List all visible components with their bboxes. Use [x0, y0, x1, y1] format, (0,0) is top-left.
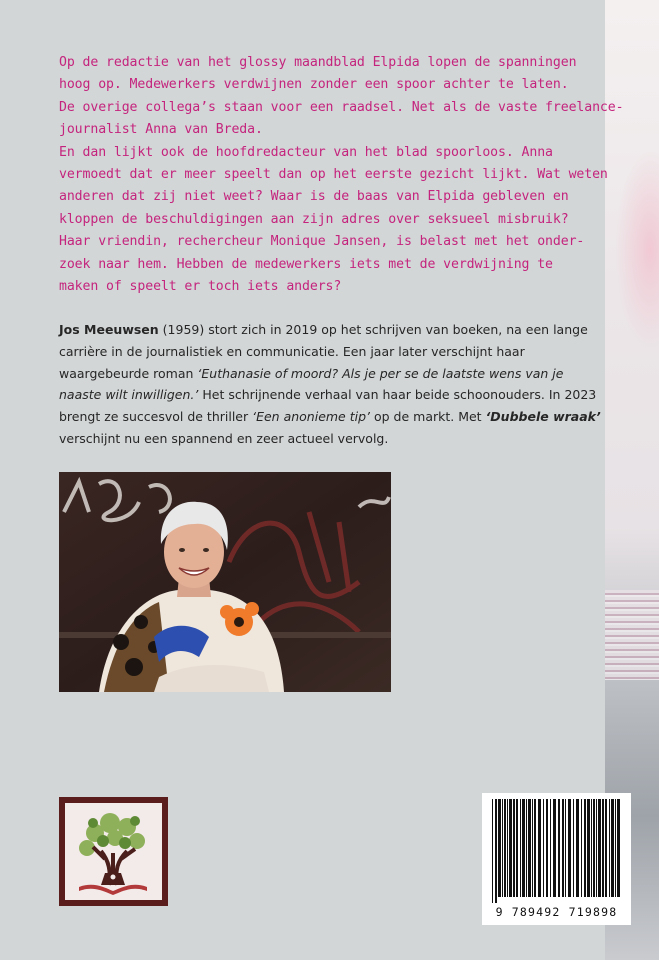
barcode-bar	[573, 799, 574, 897]
blurb-line: Haar vriendin, rechercheur Monique Jansen, is belast met het onder-	[59, 234, 585, 250]
bio-text: (1959) stort zich in 2019 op het schrijven van boeken, na een lange carrière in de journalistiek en communicatie. Een jaar later verschijnt haar waargebeurde roman	[59, 322, 588, 381]
barcode-bar	[598, 799, 601, 897]
barcode-bar	[596, 799, 597, 897]
isbn-number: 9 789492 719898	[495, 905, 618, 919]
blurb-line: journalist Anna van Breda.	[59, 122, 263, 138]
barcode-bar	[502, 799, 503, 897]
barcode-bar	[568, 799, 571, 897]
author-photo-illustration	[59, 472, 391, 692]
barcode-bar	[553, 799, 556, 897]
barcode-bar	[562, 799, 564, 897]
blurb-line: maken of speelt er toch iets anders?	[59, 279, 342, 295]
barcode-bar	[565, 799, 566, 897]
barcode-bar	[509, 799, 512, 897]
barcode-bar	[522, 799, 525, 897]
blurb-line: En dan lijkt ook de hoofdredacteur van het blad spoorloos. Anna	[59, 144, 553, 160]
barcode-bar	[602, 799, 604, 897]
barcode-bar	[534, 799, 536, 897]
barcode-bar	[513, 799, 515, 897]
barcode-bar	[526, 799, 527, 897]
blurb-line: De overige collega’s staan voor een raadsel. Net als de vaste freelance-	[59, 99, 624, 115]
barcode-bar	[520, 799, 521, 897]
barcode-bar	[516, 799, 518, 897]
author-name: Jos Meeuwsen	[59, 322, 159, 337]
pink-blur	[615, 150, 659, 350]
barcode	[482, 793, 631, 925]
book-title: ‘Euthanasie of moord? Als je per se de laatste wens van je naaste wilt inwilligen.’	[59, 365, 564, 403]
barcode-bars	[492, 799, 621, 903]
barcode-bar	[576, 799, 579, 897]
tree-icon	[65, 803, 162, 900]
barcode-bar	[498, 799, 501, 897]
bio-text: verschijnt nu een spannend en zeer actueel vervolg.	[59, 430, 389, 446]
author-photo	[59, 472, 391, 692]
barcode-bar	[528, 799, 531, 897]
magazine-stack	[605, 590, 659, 680]
barcode-bar	[581, 799, 582, 897]
barcode-bar	[504, 799, 506, 897]
bio-text: op de markt. Met	[370, 409, 486, 425]
blurb-line: Op de redactie van het glossy maandblad Elpida lopen de spanningen	[59, 55, 577, 70]
barcode-bar	[611, 799, 614, 897]
blurb-line: vermoedt dat er meer speelt dan op het eerste gezicht lijkt. Wat weten	[59, 167, 608, 183]
barcode-bar	[587, 799, 590, 897]
barcode-bar	[591, 799, 592, 897]
barcode-bar	[507, 799, 508, 897]
barcode-bar	[615, 799, 616, 897]
blurb-line: kloppen de beschuldigingen aan zijn adres over seksueel misbruik?	[59, 211, 569, 227]
barcode-bar	[617, 799, 620, 897]
barcode-bar	[543, 799, 544, 897]
blurb-line: zoek naar hem. Hebben de medewerkers iets met de verdwijning te	[59, 256, 553, 272]
barcode-bar	[492, 799, 493, 903]
barcode-bar	[538, 799, 541, 897]
author-bio	[59, 319, 604, 450]
bio-text: Het schrijnende verhaal van haar beide schoonouders. In 2023 brengt ze succesvol de thriller	[59, 387, 597, 425]
blurb-line: hoog op. Medewerkers verdwijnen zonder een spoor achter te laten.	[59, 77, 569, 93]
blurb-line: anderen dat zij niet weet? Waar is de baas van Elpida gebleven en	[59, 189, 569, 205]
book-title: ‘Een anonieme tip’	[252, 409, 371, 425]
barcode-bar	[584, 799, 586, 897]
barcode-bar	[550, 799, 551, 897]
barcode-bar	[605, 799, 607, 897]
barcode-bar	[495, 799, 497, 903]
book-title: ‘Dubbele wraak’	[485, 409, 601, 425]
barcode-bar	[558, 799, 560, 897]
publisher-logo	[59, 797, 168, 906]
barcode-bar	[609, 799, 610, 897]
barcode-bar	[546, 799, 548, 897]
barcode-bar	[593, 799, 595, 897]
blurb-text	[59, 52, 624, 298]
publisher-tree-logo	[65, 803, 162, 900]
barcode-bar	[532, 799, 533, 897]
